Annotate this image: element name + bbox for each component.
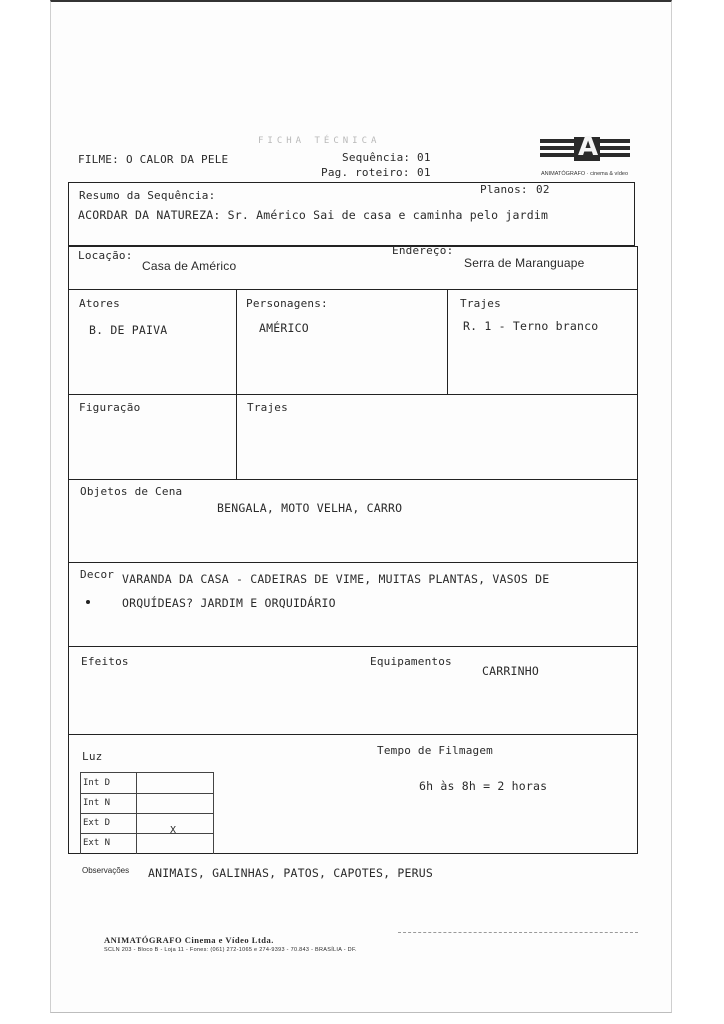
- light-selected-mark: X: [170, 825, 177, 836]
- address-value: Serra de Maranguape: [464, 256, 585, 270]
- light-table: [80, 772, 213, 854]
- footer-rule: [398, 932, 638, 933]
- location-label: Locação:: [78, 249, 133, 262]
- characters-value: AMÉRICO: [259, 321, 309, 335]
- faint-form-title: FICHA TÉCNICA: [258, 136, 381, 146]
- summary-label: Resumo da Sequência:: [79, 189, 216, 202]
- divider: [68, 562, 638, 563]
- location-value: Casa de Américo: [142, 259, 237, 273]
- main-form-grid: [68, 246, 638, 854]
- divider: [68, 646, 638, 647]
- divider: [236, 394, 237, 479]
- extras-costumes-label: Trajes: [247, 401, 288, 414]
- divider: [68, 289, 638, 290]
- shooting-time-label: Tempo de Filmagem: [377, 744, 493, 757]
- equipment-label: Equipamentos: [370, 655, 452, 668]
- page-label: Pag. roteiro:: [321, 166, 410, 179]
- footer-company: ANIMATÓGRAFO Cinema e Vídeo Ltda.: [104, 935, 274, 945]
- divider: [447, 289, 448, 394]
- light-label: Luz: [82, 750, 103, 763]
- characters-label: Personagens:: [246, 297, 328, 310]
- observations-label: Observações: [82, 866, 130, 875]
- sequence-value: 01: [417, 151, 431, 164]
- props-label: Objetos de Cena: [80, 485, 183, 498]
- costumes-value: R. 1 - Terno branco: [463, 319, 599, 333]
- decor-line-2: ORQUÍDEAS? JARDIM E ORQUIDÁRIO: [122, 596, 336, 610]
- film-title: O CALOR DA PELE: [126, 153, 229, 166]
- film-label: FILME:: [78, 153, 119, 166]
- divider: [68, 394, 638, 395]
- extras-label: Figuração: [79, 401, 141, 414]
- light-row-label: Ext D: [83, 818, 111, 828]
- footer-address: SCLN 203 - Bloco B - Loja 11 - Fones: (061) 272-1065 e 274-9393 - 70.843 - BRASÍLIA - DF.: [104, 947, 357, 953]
- observations-value: ANIMAIS, GALINHAS, PATOS, CAPOTES, PERUS: [148, 866, 433, 880]
- equipment-value: CARRINHO: [482, 664, 539, 678]
- props-value: BENGALA, MOTO VELHA, CARRO: [217, 501, 403, 515]
- page-value: 01: [417, 166, 431, 179]
- decor-label: Decor: [80, 568, 115, 581]
- planos-label: Planos:: [480, 183, 528, 196]
- address-label: Endereço:: [392, 244, 454, 257]
- light-row-label: Ext N: [83, 838, 111, 848]
- logo-caption: ANIMATÓGRAFO · cinema & vídeo: [541, 171, 629, 177]
- light-row-label: Int N: [83, 798, 111, 808]
- decor-line-1: VARANDA DA CASA - CADEIRAS DE VIME, MUITAS PLANTAS, VASOS DE: [122, 572, 550, 586]
- costumes-label: Trajes: [460, 297, 501, 310]
- shooting-time-value: 6h às 8h = 2 horas: [419, 779, 548, 793]
- actors-value: B. DE PAIVA: [89, 323, 168, 337]
- light-row-label: Int D: [83, 778, 111, 788]
- actors-label: Atores: [79, 297, 120, 310]
- animatografo-logo: A: [540, 137, 632, 167]
- bullet-mark: [86, 600, 90, 604]
- divider: [236, 289, 237, 394]
- summary-text: ACORDAR DA NATUREZA: Sr. Américo Sai de casa e caminha pelo jardim: [78, 208, 549, 222]
- divider: [68, 479, 638, 480]
- sequence-label: Sequência:: [342, 151, 411, 164]
- effects-label: Efeitos: [81, 655, 129, 668]
- planos-value: 02: [536, 183, 550, 196]
- divider: [68, 734, 638, 735]
